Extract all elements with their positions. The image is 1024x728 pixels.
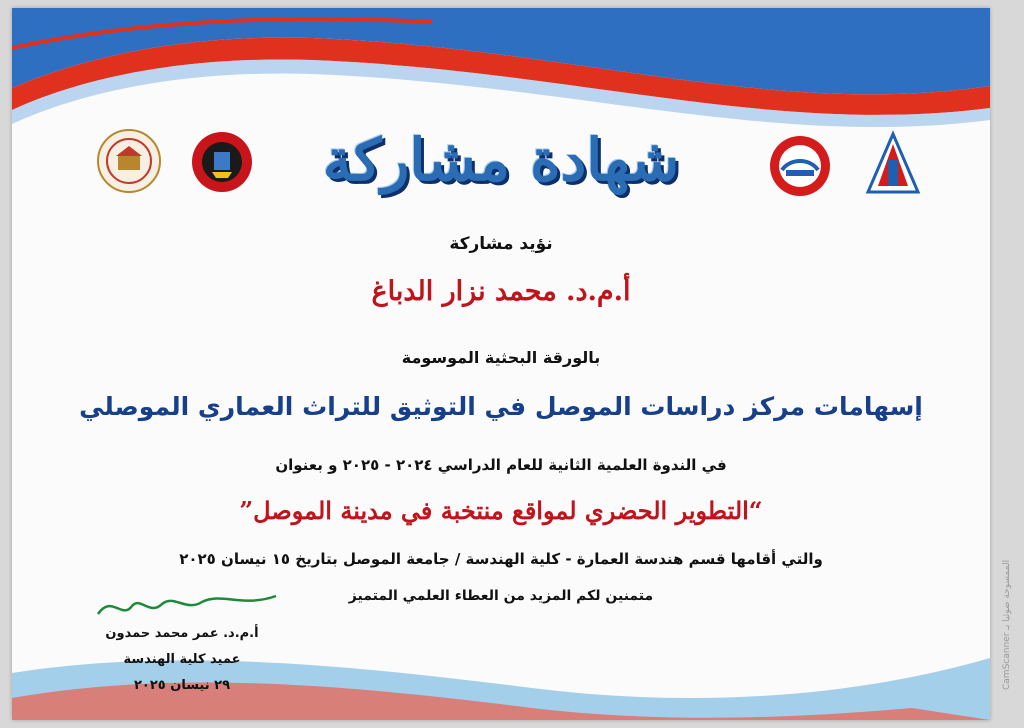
symposium-line: في الندوة العلمية الثانية للعام الدراسي ٢٠٢٤ - ٢٠٢٥ و بعنوان xyxy=(275,456,727,474)
signatory-position: عميد كلية الهندسة xyxy=(123,652,241,667)
symposium-title: “التطوير الحضري لمواقع منتخبة في مدينة الموصل” xyxy=(239,496,763,525)
scanner-watermark: CamScanner الممسوحة ضوئيا بـ xyxy=(1002,559,1012,691)
signatory-name: أ.م.د. عمر محمد حمدون xyxy=(105,626,259,641)
signatory-date: ٢٩ نيسان ٢٠٢٥ xyxy=(133,678,231,693)
intro-text: نؤيد مشاركة xyxy=(449,234,553,254)
certificate xyxy=(12,8,990,720)
paper-label: بالورقة البحثية الموسومة xyxy=(401,348,601,367)
certificate-title: شهادة مشاركة xyxy=(322,126,680,194)
signature-block xyxy=(72,586,292,696)
recipient-name: أ.م.د. محمد نزار الدباغ xyxy=(371,276,631,307)
wish-line: متمنين لكم المزيد من العطاء العلمي المتميز xyxy=(348,588,654,604)
organizer-line: والتي أقامها قسم هندسة العمارة - كلية الهندسة / جامعة الموصل بتاريخ ١٥ نيسان ٢٠٢٥ xyxy=(179,550,823,568)
paper-title: إسهامات مركز دراسات الموصل في التوثيق للتراث العماري الموصلي xyxy=(79,392,923,421)
handwritten-signature xyxy=(92,586,282,626)
